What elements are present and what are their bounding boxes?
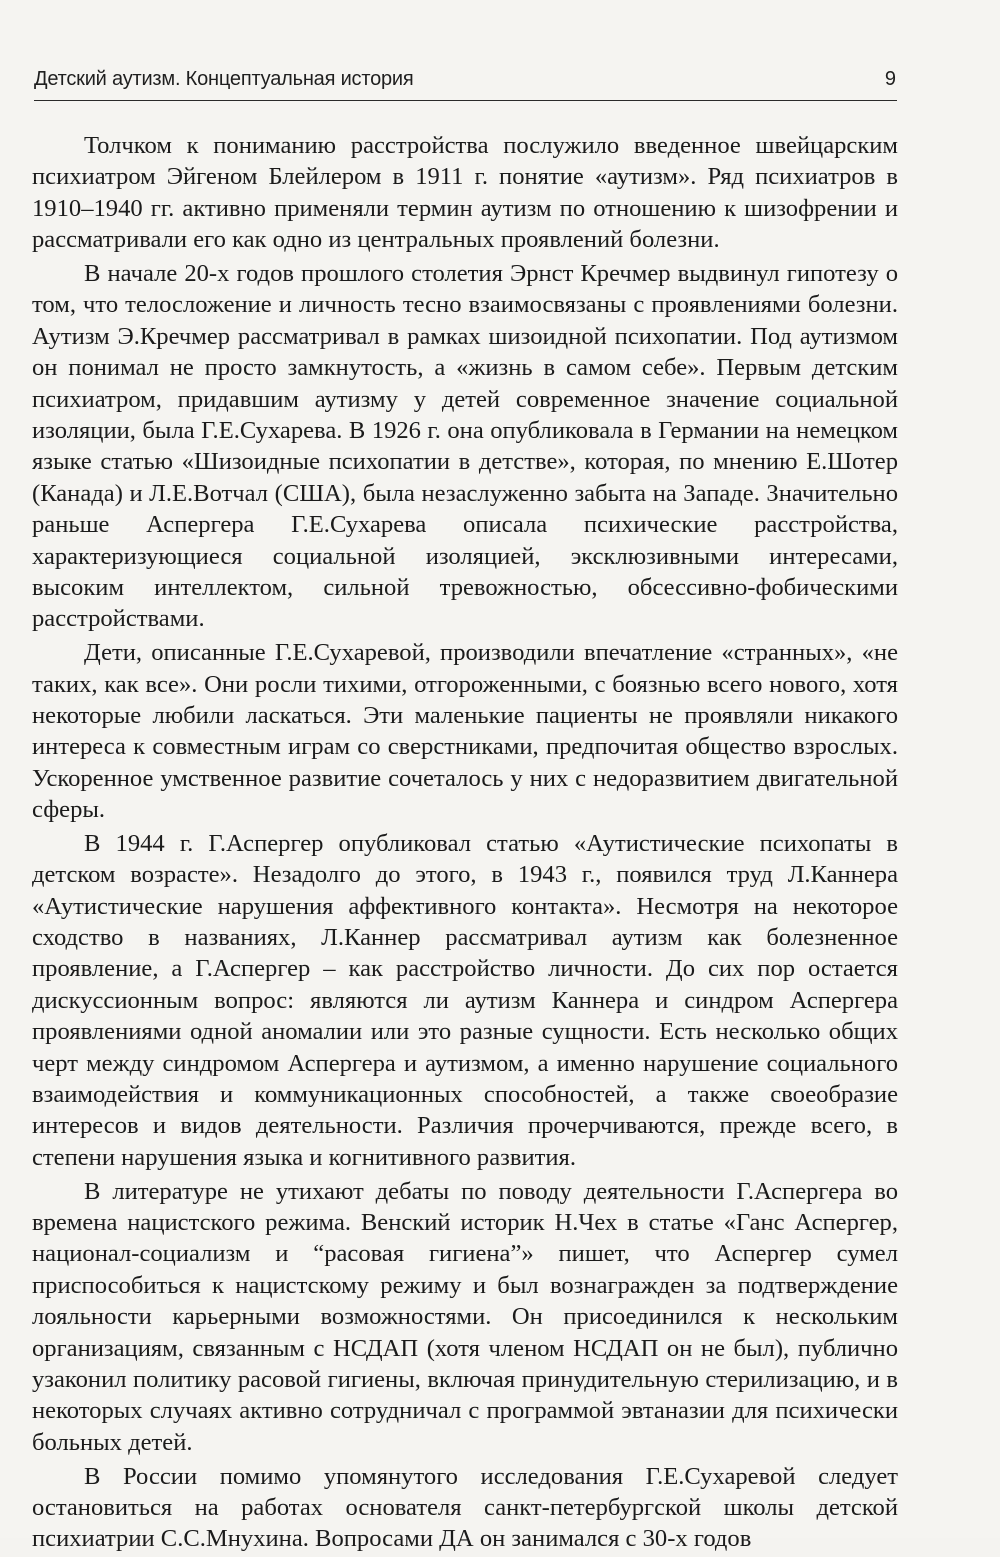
running-title: Детский аутизм. Концептуальная история: [34, 68, 414, 90]
body-text: [32, 130, 898, 1557]
running-head: [34, 66, 896, 96]
page-number: 9: [884, 68, 896, 90]
paragraph: В литературе не утихают дебаты по поводу деятельности Г.Аспергера во времена нацистского режима. Венский историк Н.Чех в статье «Ганс Аспергер, национал-социализм и “расовая гигиена”» пишет, что Аспергер сумел приспособиться к нацистскому режиму и был вознагражден за подтверждение лояльности карьерными возможностями. Он присоединился к нескольким организациям, связанным с НСДАП (хотя членом НСДАП он не был), публично узаконил политику расовой гигиены, включая принудительную стерилизацию, и в некоторых случаях активно сотрудничал с программой эвтаназии для психически больных детей.: [32, 1177, 898, 1456]
paragraph: В 1944 г. Г.Аспергер опубликовал статью «Аутистические психопаты в детском возрасте». Незадолго до этого, в 1943 г., появился труд Л.Каннера «Аутистические нарушения аффективного контакта». Несмотря на некоторое сходство в названиях, Л.Каннер рассматривал аутизм как болезненное проявление, а Г.Аспергер – как расстройство личности. До сих пор остается дискуссионным вопрос: являются ли аутизм Каннера и синдром Аспергера проявлениями одной аномалии или это разные сущности. Есть несколько общих черт между синдромом Аспергера и аутизмом, а именно нарушение социального взаимодействия и коммуникационных способностей, а также своеобразие интересов и видов деятельности. Различия прочерчиваются, прежде всего, в степени нарушения языка и когнитивного развития.: [32, 829, 898, 1171]
paragraph: Дети, описанные Г.Е.Сухаревой, производили впечатление «странных», «не таких, как все». Они росли тихими, отгороженными, с боязнью всего нового, хотя некоторые любили ласкаться. Эти маленькие пациенты не проявляли никакого интереса к совместным играм со сверстниками, предпочитая общество взрослых. Ускоренное умственное развитие сочеталось у них с недоразвитием двигательной сферы.: [32, 639, 898, 824]
paragraph: В России помимо упомянутого исследования Г.Е.Сухаревой следует остановиться на работах основателя санкт-петербургской школы детской психиатрии С.С.Мнухина. Вопросами ДА он занимался с 30-х годов: [32, 1462, 898, 1553]
header-rule: [34, 100, 897, 101]
paragraph: В начале 20-х годов прошлого столетия Эрнст Кречмер выдвинул гипотезу о том, что телосложение и личность тесно взаимосвязаны с проявлениями болезни. Аутизм Э.Кречмер рассматривал в рамках шизоидной психопатии. Под аутизмом он понимал не просто замкнутость, а «жизнь в самом себе». Первым детским психиатром, придавшим аутизму у детей современное значение социальной изоляции, была Г.Е.Сухарева. В 1926 г. она опубликовала в Германии на немецком языке статью «Шизоидные психопатии в детстве», которая, по мнению Е.Шотер (Канада) и Л.Е.Вотчал (США), была незаслуженно забыта на Западе. Значительно раньше Аспергера Г.Е.Сухарева описала психические расстройства, характеризующиеся социальной изоляцией, эксклюзивными интересами, высоким интеллектом, сильной тревожностью, обсессивно-фобическими расстройствами.: [32, 259, 898, 633]
paragraph: Толчком к пониманию расстройства послужило введенное швейцарским психиатром Эйгеном Блейлером в 1911 г. понятие «аутизм». Ряд психиатров в 1910–1940 гг. активно применяли термин аутизм по отношению к шизофрении и рассматривали его как одно из центральных проявлений болезни.: [32, 132, 898, 254]
